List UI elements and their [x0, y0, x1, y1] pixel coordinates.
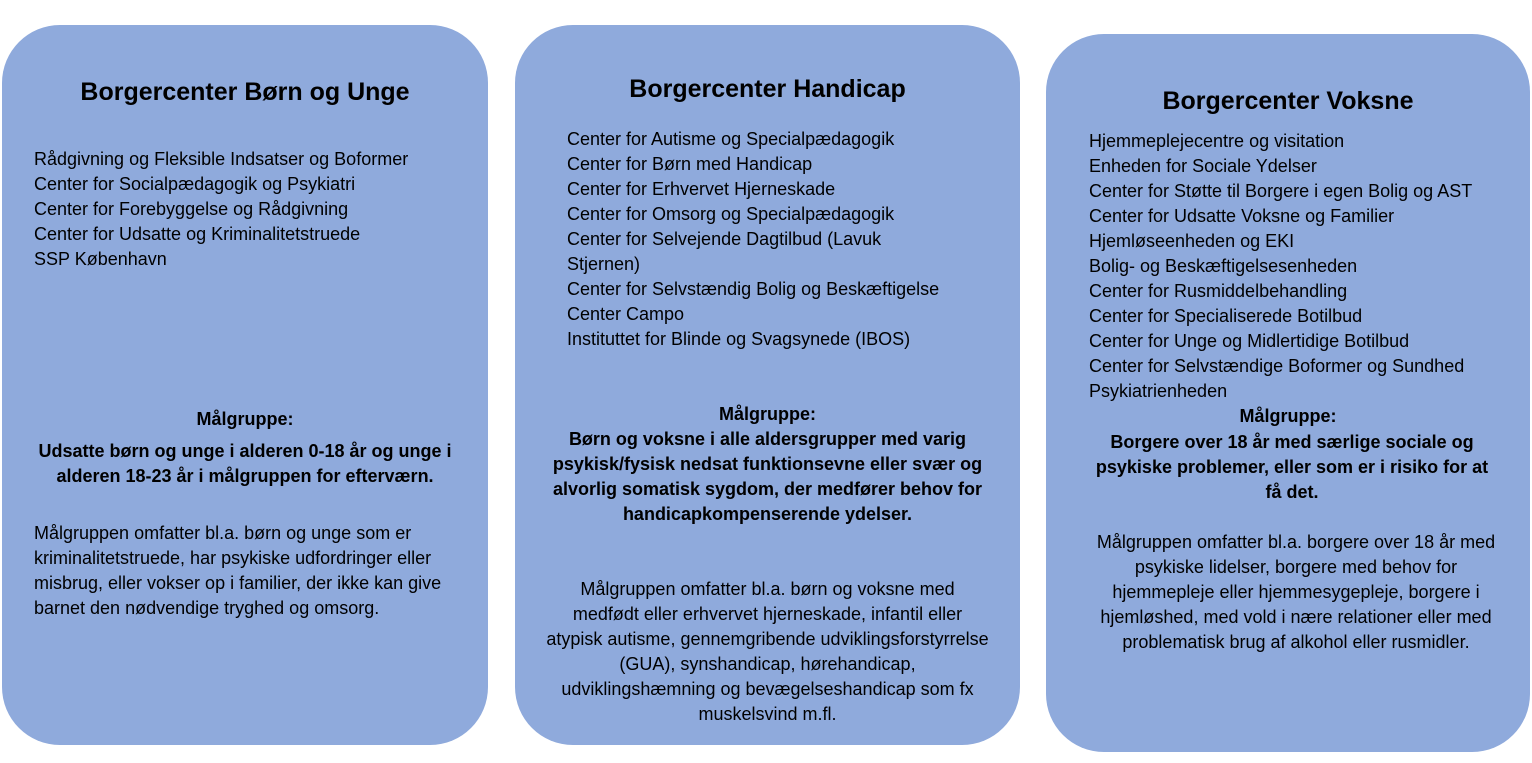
- list-item: Center Campo: [567, 304, 685, 324]
- card-title: Borgercenter Voksne: [1162, 87, 1414, 115]
- target-group-description: Målgruppen omfatter bl.a. borgere over 18 år med psykiske lidelser, borgere med behov for hjemmepleje eller hjemmesygepleje, borgere i hjemløshed, med vold i nære relationer eller med problematisk brug af alkohol eller rusmidler.: [1096, 532, 1496, 652]
- target-group-description: Målgruppen omfatter bl.a. børn og unge som er kriminalitetstruede, har psykiske udfordringer eller misbrug, eller vokser op i familier, der ikke kan give barnet den nødvendige tryghed og omsorg.: [34, 523, 442, 618]
- card-borgercenter-born-og-unge: [2, 25, 488, 745]
- card-borgercenter-voksne: [1046, 34, 1530, 752]
- list-item: Center for Unge og Midlertidige Botilbud: [1089, 331, 1410, 351]
- list-item: Psykiatrienheden: [1089, 381, 1228, 401]
- target-group-label: Målgruppe:: [196, 409, 294, 429]
- list-item: Hjemmeplejecentre og visitation: [1089, 131, 1345, 151]
- center-list: [34, 147, 408, 272]
- target-group-text: Udsatte børn og unge i alderen 0-18 år og unge i alderen 18-23 år i målgruppen for efterværn.: [38, 441, 452, 486]
- target-group-text: Børn og voksne i alle aldersgrupper med varig psykisk/fysisk nedsat funktionsevne eller svær og alvorlig somatisk sygdom, der medfører behov for handicapkompenserende ydelser.: [552, 429, 983, 524]
- list-item: Rådgivning og Fleksible Indsatser og Boformer: [34, 149, 409, 169]
- card-borgercenter-handicap: [515, 25, 1020, 745]
- list-item: Center for Selvstændig Bolig og Beskæftigelse: [567, 279, 940, 299]
- list-item: Hjemløseenheden og EKI: [1089, 231, 1295, 251]
- card-title: Borgercenter Børn og Unge: [80, 78, 410, 106]
- list-item: Center for Autisme og Specialpædagogik: [567, 129, 895, 149]
- list-item: Center for Specialiserede Botilbud: [1089, 306, 1363, 326]
- list-item: SSP København: [34, 249, 167, 269]
- target-group-description: Målgruppen omfatter bl.a. børn og voksne med medfødt eller erhvervet hjerneskade, infantil eller atypisk autisme, gennemgribende udviklingsforstyrrelse (GUA), synshandicap, hørehandicap, udviklingshæmning og bevægelseshandicap som fx muskelsvind m.fl.: [546, 579, 989, 724]
- list-item: Center for Børn med Handicap: [567, 154, 813, 174]
- list-item: Center for Selvejende Dagtilbud (Lavuk Stjernen): [567, 229, 882, 274]
- target-group-text: Borgere over 18 år med særlige sociale og psykiske problemer, eller som er i risiko for at få det.: [1095, 432, 1489, 502]
- list-item: Enheden for Sociale Ydelser: [1089, 156, 1317, 176]
- list-item: Center for Erhvervet Hjerneskade: [567, 179, 836, 199]
- list-item: Center for Omsorg og Specialpædagogik: [567, 204, 895, 224]
- card-title: Borgercenter Handicap: [629, 75, 906, 103]
- target-group-label: Målgruppe:: [719, 404, 816, 424]
- list-item: Center for Socialpædagogik og Psykiatri: [34, 174, 356, 194]
- target-group-label: Målgruppe:: [1239, 406, 1337, 426]
- list-item: Bolig- og Beskæftigelsesenheden: [1089, 256, 1358, 276]
- center-list: [567, 127, 939, 352]
- list-item: Center for Selvstændige Boformer og Sundhed: [1089, 356, 1465, 376]
- center-list: [1089, 129, 1472, 404]
- list-item: Center for Rusmiddelbehandling: [1089, 281, 1348, 301]
- list-item: Center for Udsatte og Kriminalitetstruede: [34, 224, 361, 244]
- list-item: Center for Forebyggelse og Rådgivning: [34, 199, 349, 219]
- list-item: Center for Støtte til Borgere i egen Bolig og AST: [1089, 181, 1473, 201]
- list-item: Center for Udsatte Voksne og Familier: [1089, 206, 1395, 226]
- list-item: Instituttet for Blinde og Svagsynede (IBOS): [567, 329, 911, 349]
